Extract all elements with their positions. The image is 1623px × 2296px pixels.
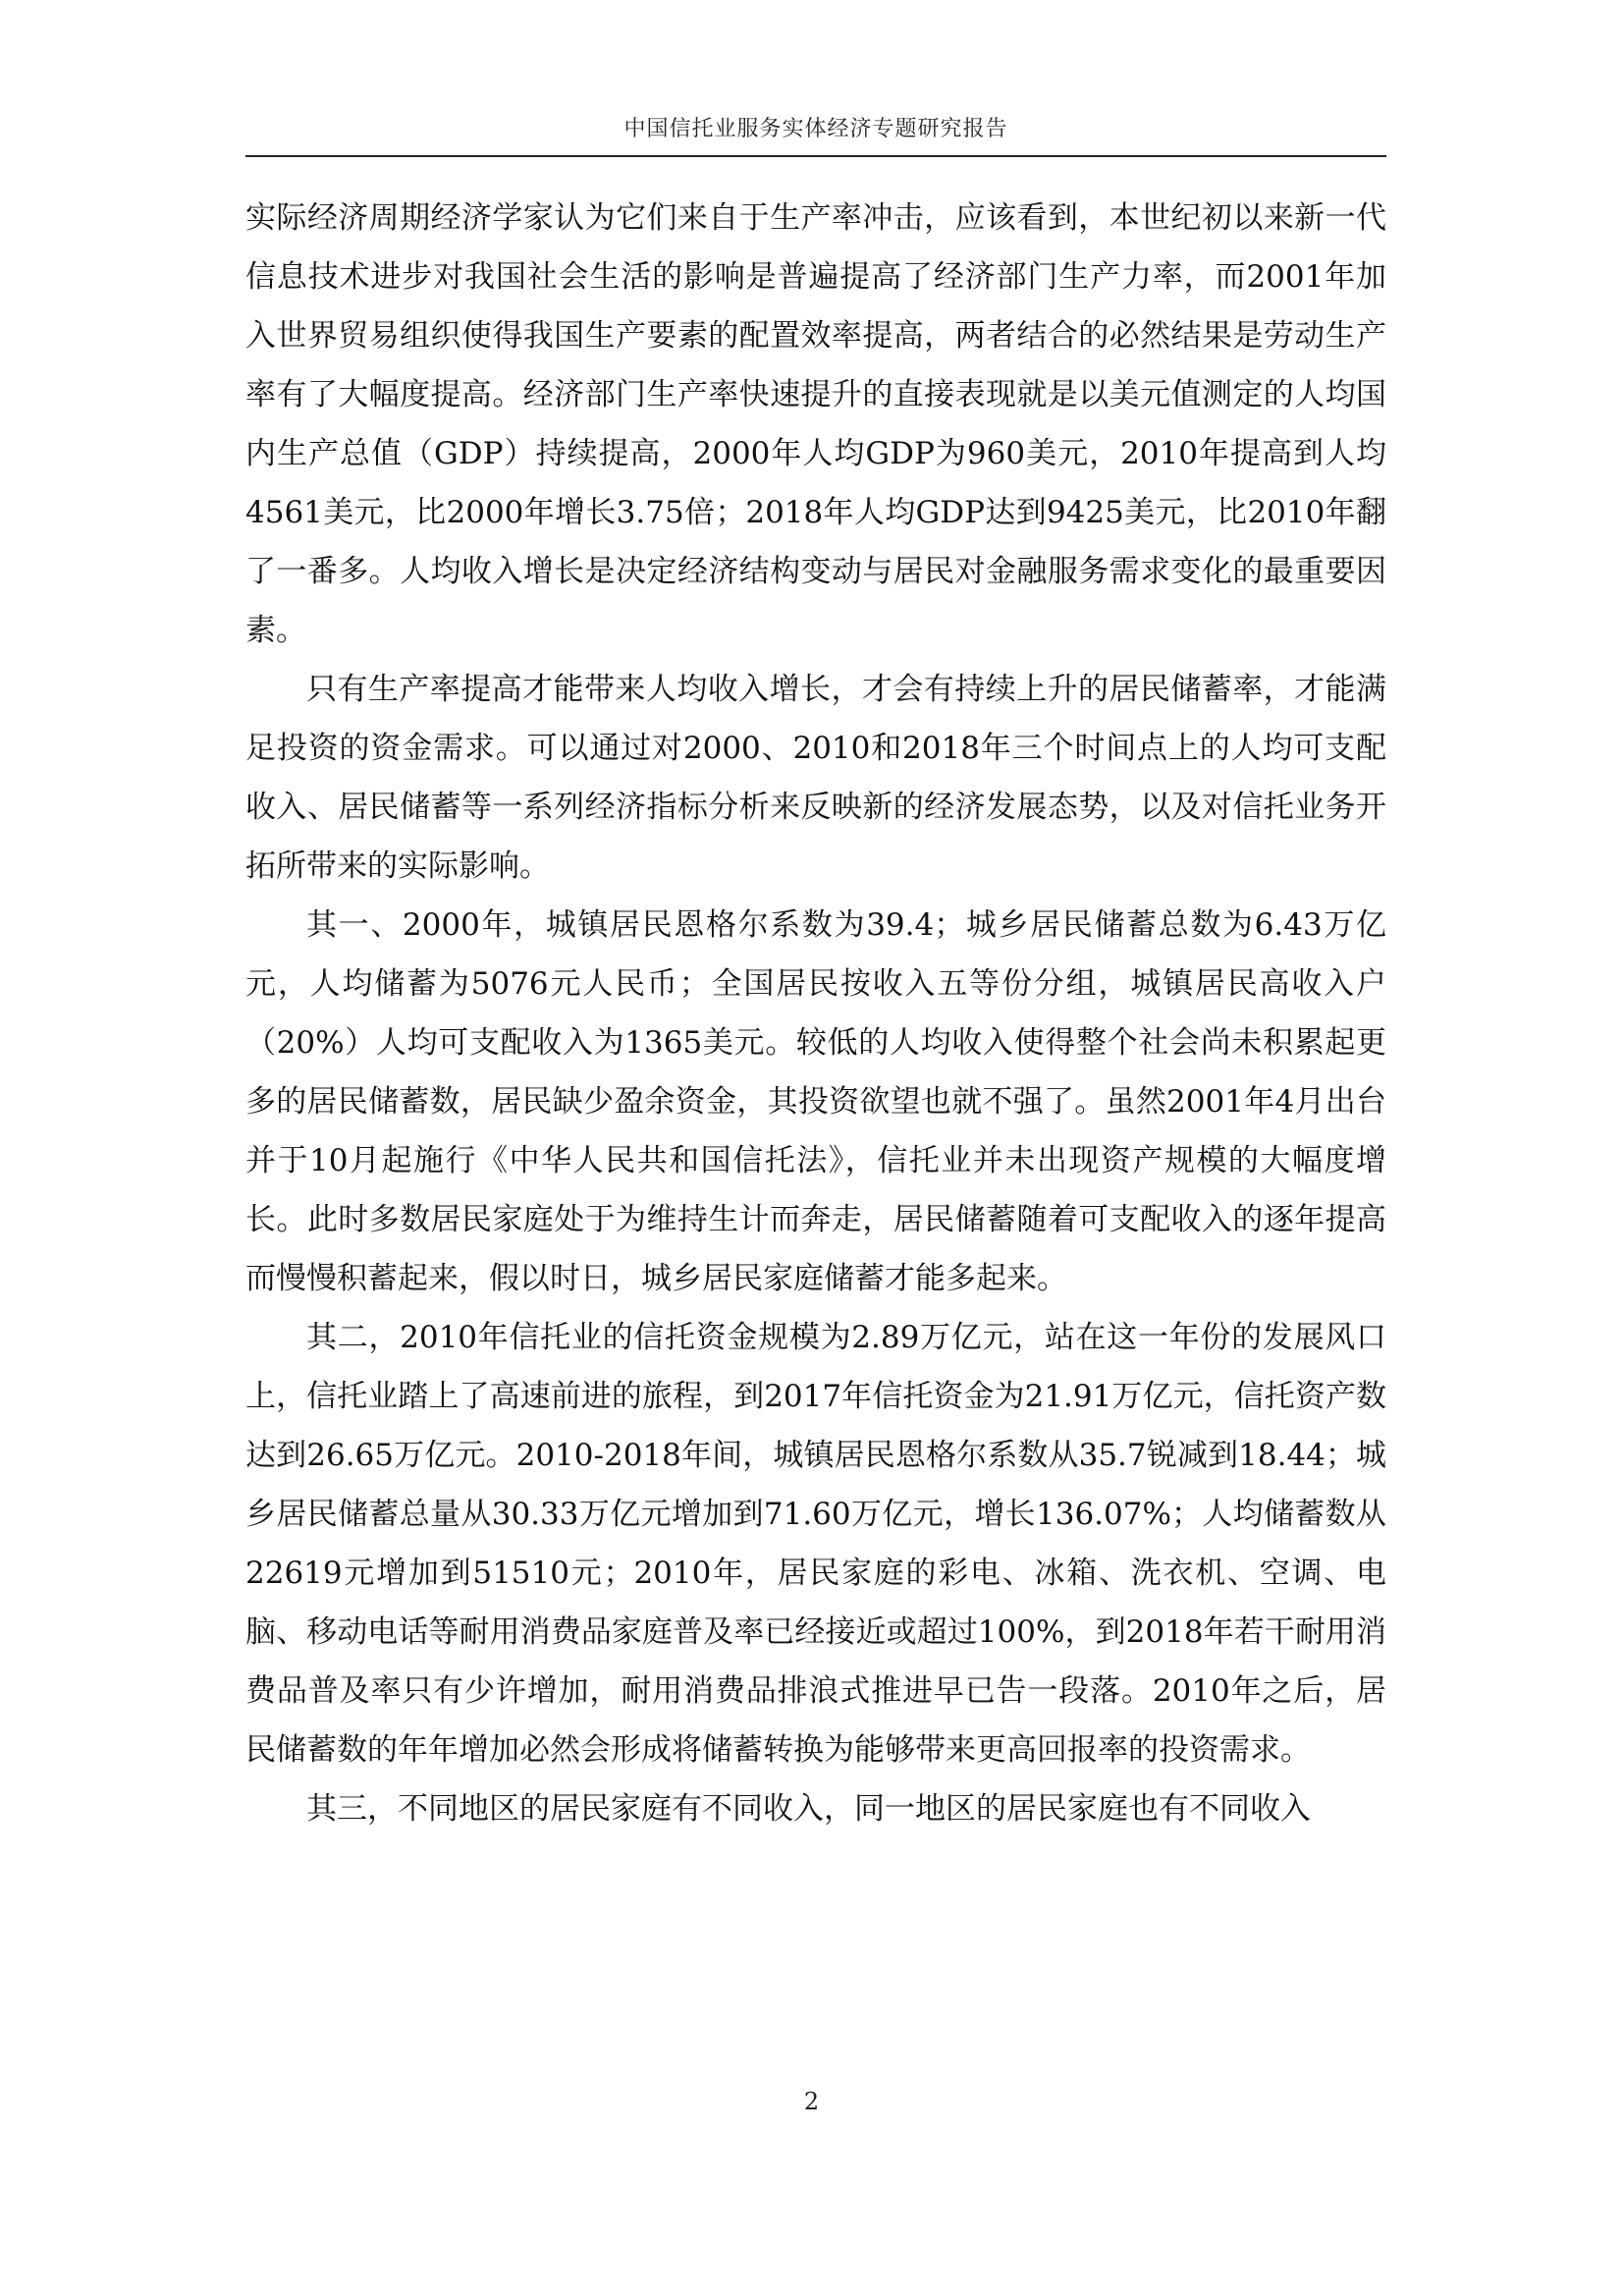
paragraph-4: 其二，2010年信托业的信托资金规模为2.89万亿元，站在这一年份的发展风口上，信托业踏上了高速前进的旅程，到2017年信托资金为21.91万亿元，信托资产数达到26.65万亿元。2010-2018年间，城镇居民恩格尔系数从35.7锐减到18.44；城乡居民储蓄总量从30.33万亿元增加到71.60万亿元，增长136.07%；人均储蓄数从22619元增加到51510元；2010年，居民家庭的彩电、冰箱、洗衣机、空调、电脑、移动电话等耐用消费品家庭普及率已经接近或超过100%，到2018年若干耐用消费品普及率只有少许增加，耐用消费品排浪式推进早已告一段落。2010年之后，居民储蓄数的年年增加必然会形成将储蓄转换为能够带来更高回报率的投资需求。 [245, 1320, 1386, 1768]
paragraph-5: 其三，不同地区的居民家庭有不同收入，同一地区的居民家庭也有不同收入 [306, 1791, 1311, 1827]
paragraph-2: 只有生产率提高才能带来人均收入增长，才会有持续上升的居民储蓄率，才能满足投资的资金需求。可以通过对2000、2010和2018年三个时间点上的人均可支配收入、居民储蓄等一系列经济指标分析来反映新的经济发展态势，以及对信托业务开拓所带来的实际影响。 [245, 672, 1386, 884]
page-header [245, 110, 1386, 157]
document-body [245, 189, 1386, 1838]
header-title: 中国信托业服务实体经济专题研究报告 [623, 117, 1008, 141]
paragraph-3: 其一、2000年，城镇居民恩格尔系数为39.4；城乡居民储蓄总数为6.43万亿元，人均储蓄为5076元人民币；全国居民按收入五等份分组，城镇居民高收入户（20%）人均可支配收入为1365美元。较低的人均收入使得整个社会尚未积累起更多的居民储蓄数，居民缺少盈余资金，其投资欲望也就不强了。虽然2001年4月出台并于10月起施行《中华人民共和国信托法》，信托业并未出现资产规模的大幅度增长。此时多数居民家庭处于为维持生计而奔走，居民储蓄随着可支配收入的逐年提高而慢慢积蓄起来，假以时日，城乡居民家庭储蓄才能多起来。 [245, 907, 1386, 1296]
page-number: 2 [803, 2088, 820, 2115]
paragraph-1: 实际经济周期经济学家认为它们来自于生产率冲击，应该看到，本世纪初以来新一代信息技术进步对我国社会生活的影响是普遍提高了经济部门生产力率，而2001年加入世界贸易组织使得我国生产要素的配置效率提高，两者结合的必然结果是劳动生产率有了大幅度提高。经济部门生产率快速提升的直接表现就是以美元值测定的人均国内生产总值（GDP）持续提高，2000年人均GDP为960美元，2010年提高到人均4561美元，比2000年增长3.75倍；2018年人均GDP达到9425美元，比2010年翻了一番多。人均收入增长是决定经济结构变动与居民对金融服务需求变化的最重要因素。 [245, 200, 1386, 648]
